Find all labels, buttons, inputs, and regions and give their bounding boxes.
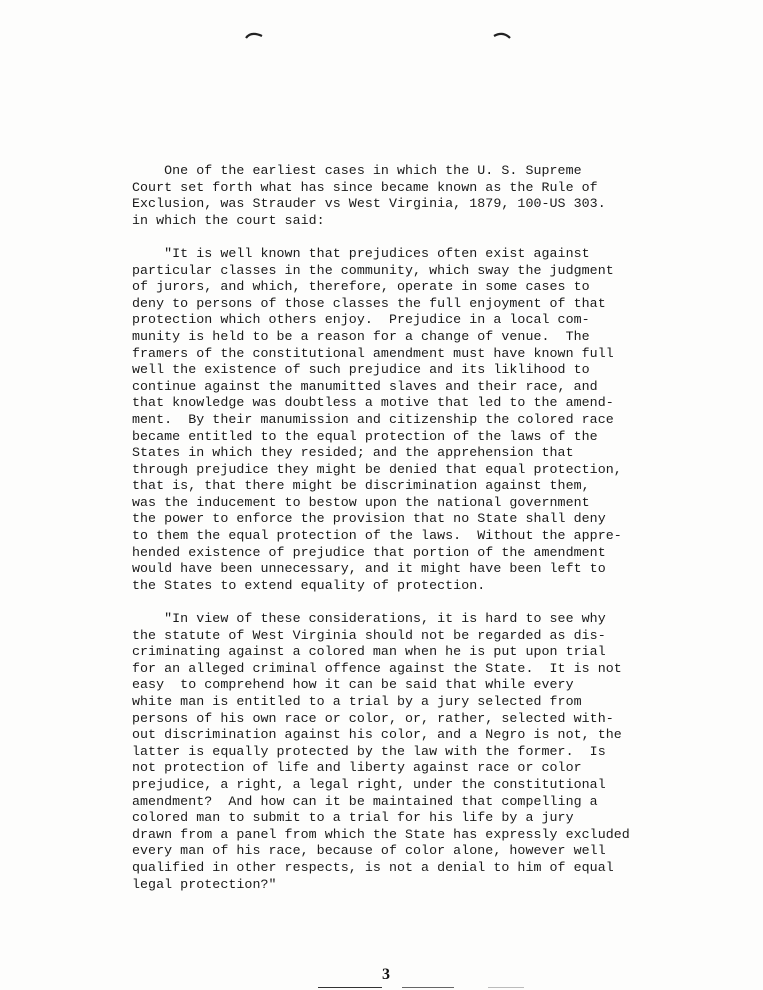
text-line: prejudice, a right, a legal right, under the constitutional [132, 776, 606, 792]
paragraph-quote-2 [132, 611, 692, 893]
text-line: legal protection?" [132, 876, 277, 892]
footer-rule-right [402, 987, 454, 988]
text-line: protection which others enjoy. Prejudice in a local com- [132, 312, 590, 328]
text-line: criminating against a colored man when he is put upon trial [132, 644, 606, 660]
footer-rule-left [318, 987, 382, 988]
text-line: "In view of these considerations, it is hard to see why [132, 611, 606, 627]
text-line: became entitled to the equal protection of the laws of the [132, 428, 598, 444]
text-line: out discrimination against his color, and a Negro is not, the [132, 727, 622, 743]
document-body [132, 163, 692, 893]
binding-mark-right [493, 30, 511, 40]
text-line: every man of his race, because of color alone, however well [132, 843, 606, 859]
text-line: colored man to submit to a trial for his life by a jury [132, 810, 574, 826]
text-line: One of the earliest cases in which the U. S. Supreme [132, 163, 582, 178]
text-line: amendment? And how can it be maintained that compelling a [132, 793, 598, 809]
paragraph-gap [132, 229, 692, 246]
text-line: would have been unnecessary, and it might have been left to [132, 561, 606, 577]
text-line: through prejudice they might be denied that equal protection, [132, 461, 622, 477]
text-line: continue against the manumitted slaves and their race, and [132, 378, 598, 394]
text-line: the States to extend equality of protection. [132, 577, 486, 593]
text-line: "It is well known that prejudices often exist against [132, 245, 590, 261]
text-line: qualified in other respects, is not a denial to him of equal [132, 859, 614, 875]
text-line: that knowledge was doubtless a motive that led to the amend- [132, 395, 614, 411]
text-line: States in which they resided; and the apprehension that [132, 445, 574, 461]
text-line: framers of the constitutional amendment must have known full [132, 345, 614, 361]
binding-mark-left [245, 30, 263, 40]
text-line: persons of his own race or color, or, rather, selected with- [132, 710, 614, 726]
text-line: for an alleged criminal offence against the State. It is not [132, 660, 622, 676]
text-line: particular classes in the community, which sway the judgment [132, 262, 614, 278]
paragraph-intro [132, 163, 692, 229]
text-line: deny to persons of those classes the full enjoyment of that [132, 295, 606, 311]
text-line: white man is entitled to a trial by a jury selected from [132, 694, 582, 709]
text-line: in which the court said: [132, 212, 325, 228]
paragraph-gap [132, 594, 692, 611]
text-line: was the inducement to bestow upon the national government [132, 494, 590, 510]
text-line: the statute of West Virginia should not be regarded as dis- [132, 627, 606, 643]
text-line: that is, that there might be discrimination against them, [132, 478, 590, 494]
text-line: ment. By their manumission and citizenship the colored race [132, 411, 614, 427]
text-line: to them the equal protection of the laws. Without the appre- [132, 528, 622, 544]
text-line: drawn from a panel from which the State has expressly excluded [132, 826, 630, 842]
text-line: well the existence of such prejudice and its liklihood to [132, 362, 590, 378]
footer-rule-faint [488, 987, 524, 988]
text-line: Exclusion, was Strauder vs West Virginia, 1879, 100-US 303. [132, 196, 606, 212]
text-line: the power to enforce the provision that no State shall deny [132, 511, 606, 527]
paragraph-quote-1 [132, 246, 692, 594]
text-line: munity is held to be a reason for a change of venue. The [132, 328, 590, 344]
text-line: latter is equally protected by the law with the former. Is [132, 743, 606, 759]
text-line: not protection of life and liberty against race or color [132, 760, 582, 776]
text-line: easy to comprehend how it can be said that while every [132, 677, 574, 693]
page-footer [0, 966, 763, 990]
text-line: Court set forth what has since became known as the Rule of [132, 179, 598, 195]
text-line: hended existence of prejudice that portion of the amendment [132, 544, 606, 560]
page-number: 3 [382, 966, 390, 983]
text-line: of jurors, and which, therefore, operate in some cases to [132, 279, 590, 295]
